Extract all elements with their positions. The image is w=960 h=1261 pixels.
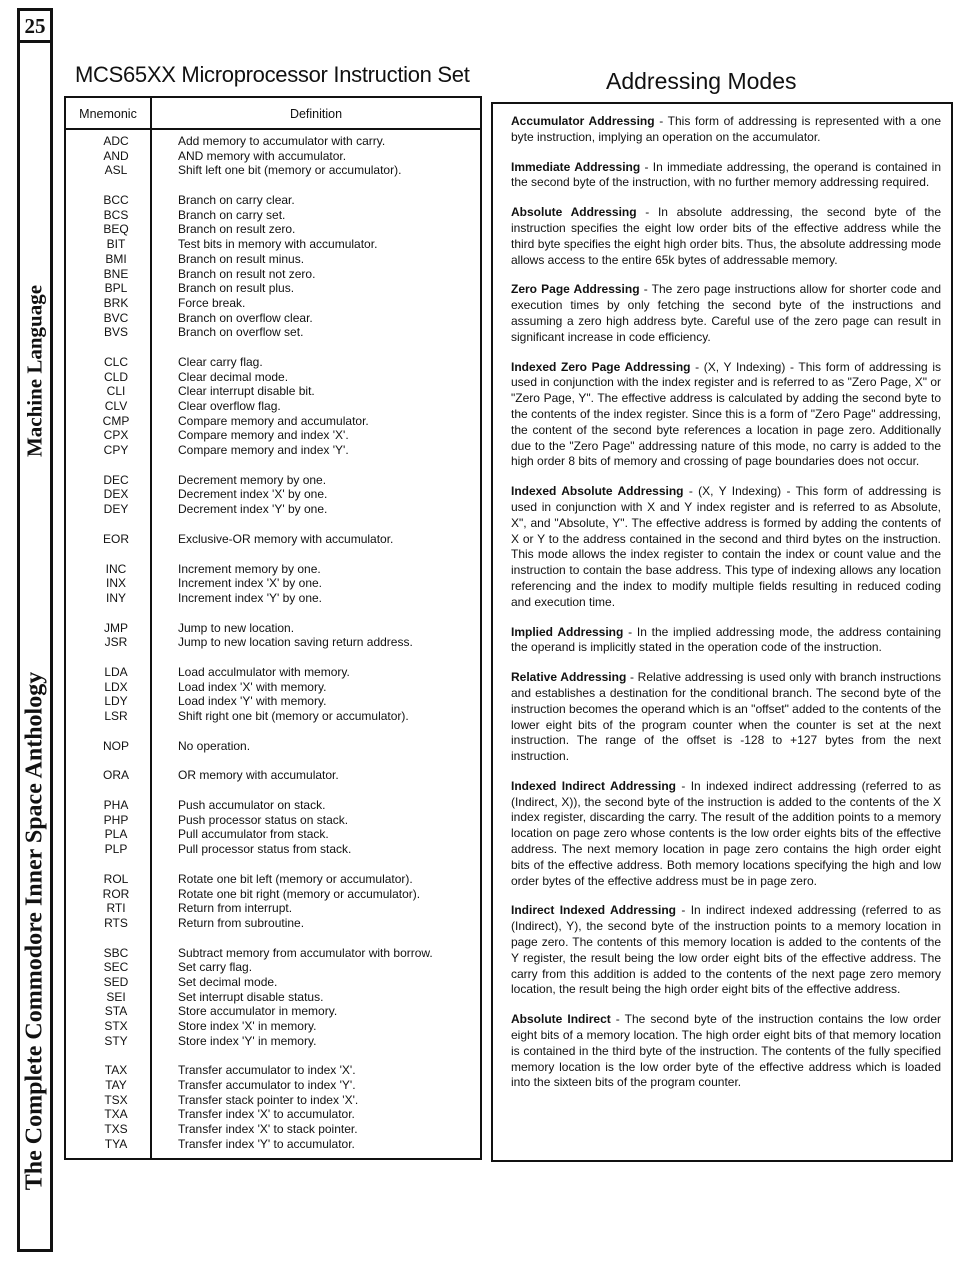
table-row [66, 562, 480, 577]
table-row [66, 296, 480, 311]
definition-cell: Clear carry flag. [178, 354, 263, 369]
table-row [66, 311, 480, 326]
definition-cell: Set decimal mode. [178, 974, 278, 989]
mnemonic-cell: PLP [104, 842, 128, 857]
instruction-group [66, 1063, 480, 1151]
definition-cell: Branch on carry set. [178, 207, 286, 222]
table-row [66, 975, 480, 990]
addressing-mode-description: - In absolute addressing, the second byte of the instruction specifies the eight low order bits of the effective address while the third byte specifies the eight high order bits. Thus, the absolute addressing mode allows access to the entire 65k bytes of addressable memory. [511, 205, 941, 267]
table-row [66, 1019, 480, 1034]
definition-cell: Load index 'Y' with memory. [178, 694, 327, 709]
mnemonic-cell: INC [105, 561, 127, 576]
addressing-mode-paragraph [511, 360, 941, 471]
definition-cell: Transfer accumulator to index 'X'. [178, 1063, 356, 1078]
table-row [66, 163, 480, 178]
definition-cell: Increment memory by one. [178, 561, 321, 576]
mnemonic-cell: PHA [103, 798, 129, 813]
addressing-mode-name: Absolute Indirect [511, 1012, 611, 1027]
table-row [66, 487, 480, 502]
table-row [66, 1137, 480, 1152]
table-row [66, 960, 480, 975]
definition-cell: Test bits in memory with accumulator. [178, 237, 378, 252]
definition-cell: Store accumulator in memory. [178, 1004, 338, 1019]
mnemonic-cell: BIT [106, 237, 126, 252]
definition-cell: Branch on result plus. [178, 281, 295, 296]
addressing-mode-name: Indexed Indirect Addressing [511, 778, 676, 793]
mnemonic-cell: SEC [103, 960, 129, 975]
addressing-modes-title: Addressing Modes [606, 68, 797, 94]
table-row [66, 901, 480, 916]
addressing-mode-name: Absolute Addressing [511, 205, 637, 220]
definition-cell: Return from interrupt. [178, 901, 293, 916]
definition-cell: Decrement index 'X' by one. [178, 487, 328, 502]
mnemonic-cell: ROL [103, 871, 129, 886]
addressing-mode-description: - (X, Y Indexing) - This form of addressing is used in conjunction with the index register and is referred to as "Zero Page, X" or "Zero Page, Y". The effective address is calculated by adding the second byte to the contents of the index register. Since this is a form of "Zero Page" addressing, the content of the second byte references a location in page zero. Additionally due to the "Zero Page" addressing nature of this mode, no carry is added to the high order 8 bits of memory and crossing of page boundaries does not occur. [511, 359, 941, 469]
table-row [66, 281, 480, 296]
definition-cell: Increment index 'X' by one. [178, 576, 322, 591]
definition-cell: Compare memory and index 'X'. [178, 428, 349, 443]
addressing-mode-name: Indexed Zero Page Addressing [511, 359, 691, 374]
mnemonic-cell: INY [105, 590, 126, 605]
addressing-mode-paragraph [511, 160, 941, 192]
addressing-mode-description: - This form of addressing is represented with a one byte instruction, implying an operation on the accumulator. [511, 114, 942, 144]
addressing-modes-box [491, 102, 953, 1162]
table-header [66, 98, 480, 130]
table-row [66, 916, 480, 931]
definition-cell: Branch on result zero. [178, 222, 296, 237]
definition-cell: Decrement memory by one. [178, 472, 327, 487]
definition-cell: Push processor status on stack. [178, 812, 349, 827]
mnemonic-cell: SBC [103, 945, 129, 960]
mnemonic-cell: BCC [103, 193, 129, 208]
table-row [66, 798, 480, 813]
addressing-mode-name: Zero Page Addressing [511, 282, 640, 297]
definition-cell: Rotate one bit right (memory or accumulator). [178, 886, 421, 901]
instruction-group [66, 193, 480, 340]
addressing-mode-paragraph [511, 282, 941, 345]
table-row [66, 591, 480, 606]
mnemonic-cell: CPX [103, 428, 129, 443]
addressing-mode-description: - In indexed indirect addressing (referred to as (Indirect, X)), the second byte of the instruction is added to the contents of the X index register, discarding the carry. The result of the addition points to a memory location on page zero whose contents is the low order eights bits of the effective address. The next memory location in page zero contains the high order eight bits of the effective address. Both memory locations specifying the high and low order bytes of the effective address must be in page zero. [511, 778, 942, 888]
addressing-mode-paragraph [511, 625, 941, 657]
addressing-mode-description: - In indirect indexed addressing (referred to as (Indirect), Y), the second byte of the instruction points to a memory location in page zero. The contents of this memory location is added to the contents of the Y register, the result being the low order eight bits of the effective address. The carry from this addition is added to the contents of the next page zero memory location, the result being the high order eight bits of the effective address. [511, 903, 942, 997]
table-row [66, 1078, 480, 1093]
table-row [66, 1093, 480, 1108]
addressing-mode-paragraph [511, 670, 941, 765]
definition-cell: Load acculmulator with memory. [178, 664, 350, 679]
mnemonic-cell: CLD [103, 369, 128, 384]
addressing-mode-name: Accumulator Addressing [511, 114, 655, 128]
definition-cell: Clear decimal mode. [178, 369, 289, 384]
mnemonic-cell: NOP [102, 738, 129, 753]
definition-cell: Store index 'Y' in memory. [178, 1033, 317, 1048]
mnemonic-cell: TAY [105, 1078, 127, 1093]
definition-cell: Force break. [178, 295, 246, 310]
mnemonic-cell: JMP [104, 620, 128, 635]
sidebar [17, 8, 53, 1252]
mnemonic-cell: STX [104, 1019, 128, 1033]
definition-cell: Rotate one bit left (memory or accumulator). [178, 871, 413, 886]
table-row [66, 813, 480, 828]
addressing-mode-description: - The zero page instructions allow for shorter code and execution times by only fetching the second byte of the instructions and assuming a zero high address byte. Careful use of the zero page can result in significant increase in code efficiency. [511, 282, 941, 344]
definition-cell: Store index 'X' in memory. [178, 1019, 317, 1033]
table-row [66, 428, 480, 443]
table-row [66, 399, 480, 414]
definition-cell: Decrement index 'Y' by one. [178, 502, 328, 517]
mnemonic-cell: DEC [103, 472, 129, 487]
table-row [66, 414, 480, 429]
definition-cell: Transfer index 'Y' to accumulator. [178, 1136, 355, 1151]
table-row [66, 473, 480, 488]
mnemonic-cell: ASL [104, 163, 128, 178]
table-row [66, 694, 480, 709]
table-row [66, 222, 480, 237]
table-row [66, 635, 480, 650]
definition-header: Definition [289, 107, 343, 121]
table-row [66, 193, 480, 208]
definition-cell: Transfer stack pointer to index 'X'. [178, 1092, 359, 1107]
page-number: 25 [20, 11, 50, 43]
mnemonic-cell: RTI [106, 901, 126, 916]
table-row [66, 1034, 480, 1049]
table-row [66, 946, 480, 961]
instruction-table [64, 96, 482, 1160]
table-row [66, 665, 480, 680]
mnemonic-cell: ADC [103, 134, 129, 148]
mnemonic-cell: STY [104, 1033, 128, 1048]
addressing-mode-name: Implied Addressing [511, 624, 624, 639]
table-row [66, 842, 480, 857]
definition-cell: Branch on carry clear. [178, 193, 295, 208]
table-row [66, 1004, 480, 1019]
definition-cell: Transfer index 'X' to accumulator. [178, 1107, 355, 1122]
instruction-group [66, 768, 480, 783]
table-row [66, 502, 480, 517]
mnemonic-cell: CLV [104, 399, 128, 413]
table-row [66, 208, 480, 223]
mnemonic-cell: INX [105, 576, 126, 591]
addressing-mode-description: - (X, Y Indexing) - This form of addressing is used in conjunction with X and Y index register and is referred to as Absolute, X", and "Absolute, Y". The effective address is formed by adding the contents of X or Y to the address contained in the second and third bytes on the instruction. This mode allows the index register to contain the index or count value and the instruction to contain the base address. This type of indexing allows any location referencing and the index to modify multiple fields resulting in reduced coding and execution time. [511, 484, 941, 609]
addressing-mode-name: Indexed Absolute Addressing [511, 484, 684, 499]
addressing-mode-paragraph [511, 903, 941, 998]
definition-cell: Shift right one bit (memory or accumulator). [178, 709, 409, 723]
mnemonic-cell: JSR [104, 635, 128, 650]
definition-cell: Return from subroutine. [178, 915, 305, 930]
instruction-group [66, 562, 480, 606]
mnemonic-cell: TXS [104, 1122, 128, 1137]
table-row [66, 1122, 480, 1137]
table-row [66, 739, 480, 754]
definition-cell: Transfer index 'X' to stack pointer. [178, 1122, 358, 1137]
table-row [66, 384, 480, 399]
mnemonic-cell: BMI [105, 251, 127, 266]
table-row [66, 149, 480, 164]
table-row [66, 872, 480, 887]
definition-cell: Branch on result minus. [178, 251, 305, 266]
table-row [66, 267, 480, 282]
definition-cell: Jump to new location saving return address. [178, 635, 413, 650]
definition-cell: Load index 'X' with memory. [178, 679, 327, 694]
definition-cell: Exclusive-OR memory with accumulator. [178, 531, 394, 546]
mnemonic-header: Mnemonic [79, 107, 137, 121]
mnemonic-cell: ORA [102, 768, 129, 783]
mnemonic-cell: TYA [104, 1136, 128, 1151]
mnemonic-cell: BPL [104, 281, 128, 296]
mnemonic-cell: ROR [102, 886, 130, 901]
definition-cell: Shift left one bit (memory or accumulator). [178, 163, 402, 178]
mnemonic-cell: DEY [103, 502, 129, 517]
definition-cell: Add memory to accumulator with carry. [178, 134, 386, 148]
mnemonic-cell: TXA [104, 1107, 128, 1122]
mnemonic-cell: PLA [104, 827, 128, 842]
addressing-mode-name: Indirect Indexed Addressing [511, 903, 676, 918]
addressing-mode-paragraph [511, 779, 941, 890]
mnemonic-cell: LDX [104, 679, 128, 694]
mnemonic-cell: CMP [102, 413, 130, 428]
instruction-group [66, 621, 480, 650]
table-row [66, 370, 480, 385]
mnemonic-cell: AND [103, 148, 129, 163]
addressing-mode-name: Relative Addressing [511, 670, 627, 685]
table-row [66, 990, 480, 1005]
mnemonic-cell: SEI [106, 989, 126, 1004]
mnemonic-cell: RTS [104, 915, 128, 930]
definition-cell: Branch on result not zero. [178, 266, 316, 281]
table-row [66, 1107, 480, 1122]
mnemonic-cell: CPY [103, 443, 129, 458]
addressing-mode-description: - In immediate addressing, the operand is contained in the second byte of the instruction, with no further memory addressing required. [511, 159, 941, 190]
instruction-group [66, 134, 480, 178]
instruction-group [66, 665, 480, 724]
table-row [66, 443, 480, 458]
addressing-mode-paragraph [511, 205, 941, 268]
mnemonic-cell: SED [103, 974, 129, 989]
table-row [66, 252, 480, 267]
addressing-mode-paragraph [511, 484, 941, 610]
mnemonic-cell: LSR [104, 709, 128, 723]
definition-cell: Increment index 'Y' by one. [178, 590, 322, 605]
table-row [66, 768, 480, 783]
table-row [66, 576, 480, 591]
table-row [66, 355, 480, 370]
instruction-rows [66, 134, 480, 1167]
definition-cell: Pull accumulator from stack. [178, 827, 329, 842]
mnemonic-cell: PHP [103, 812, 129, 827]
instruction-set-title: MCS65XX Microprocessor Instruction Set [75, 62, 470, 87]
table-row [66, 827, 480, 842]
definition-cell: Set carry flag. [178, 960, 253, 975]
definition-cell: Branch on overflow set. [178, 325, 304, 340]
table-row [66, 680, 480, 695]
instruction-group [66, 739, 480, 754]
book-title: The Complete Commodore Inner Space Anthology [21, 671, 48, 1191]
definition-cell: Clear interrupt disable bit. [178, 384, 315, 399]
definition-cell: Set interrupt disable status. [178, 989, 324, 1004]
definition-cell: Subtract memory from accumulator with borrow. [178, 945, 433, 960]
addressing-mode-paragraph [511, 114, 941, 146]
definition-cell: Pull processor status from stack. [178, 842, 352, 857]
mnemonic-cell: BVC [103, 310, 129, 325]
table-row [66, 532, 480, 547]
table-row [66, 134, 480, 149]
table-row [66, 709, 480, 724]
mnemonic-cell: EOR [102, 531, 129, 546]
mnemonic-cell: CLC [103, 354, 128, 369]
mnemonic-cell: LDA [104, 664, 128, 679]
instruction-group [66, 532, 480, 547]
mnemonic-cell: DEX [103, 487, 129, 502]
mnemonic-cell: CLI [106, 384, 126, 399]
addressing-mode-name: Immediate Addressing [511, 159, 641, 174]
definition-cell: Branch on overflow clear. [178, 310, 313, 325]
addressing-mode-description: - In the implied addressing mode, the address containing the operand is implicitly stated in the operation code of the instruction. [511, 624, 942, 655]
mnemonic-cell: BRK [103, 295, 129, 310]
addressing-mode-description: - The second byte of the instruction contains the low order eight bits of a memory location. The high order eight bits of that memory location is contained in the third byte of the instruction. The contents of the fully specified memory location is the low order byte of the effective address which is loaded into the sixteen bits of the program counter. [511, 1012, 941, 1090]
definition-cell: Clear overflow flag. [178, 399, 281, 413]
mnemonic-cell: BNE [103, 266, 129, 281]
definition-cell: Push accumulator on stack. [178, 798, 326, 813]
definition-cell: AND memory with accumulator. [178, 148, 347, 163]
section-title: Machine Language [22, 284, 47, 458]
mnemonic-cell: TAX [104, 1063, 128, 1078]
table-row [66, 621, 480, 636]
instruction-group [66, 473, 480, 517]
definition-cell: Compare memory and index 'Y'. [178, 443, 349, 458]
addressing-mode-paragraph [511, 1012, 941, 1091]
table-row [66, 237, 480, 252]
addressing-mode-description: - Relative addressing is used only with branch instructions and establishes a destination for the conditional branch. The second byte of the instruction becomes the operand which is an "offset" added to the contents of the lower eight bits of the program counter when the counter is set at the next instruction. The range of the offset is -128 to +127 bytes from the next instruction. [511, 670, 942, 764]
mnemonic-cell: LDY [104, 694, 128, 709]
mnemonic-cell: BEQ [103, 222, 129, 237]
mnemonic-cell: BVS [103, 325, 128, 340]
instruction-group [66, 355, 480, 458]
definition-cell: Compare memory and accumulator. [178, 413, 369, 428]
definition-cell: Transfer accumulator to index 'Y'. [178, 1078, 356, 1093]
table-row [66, 1063, 480, 1078]
mnemonic-cell: BCS [103, 207, 129, 222]
definition-cell: No operation. [178, 738, 251, 753]
instruction-group [66, 946, 480, 1049]
mnemonic-cell: TSX [104, 1092, 128, 1107]
instruction-group [66, 798, 480, 857]
mnemonic-cell: STA [104, 1004, 128, 1019]
table-row [66, 887, 480, 902]
instruction-group [66, 872, 480, 931]
table-row [66, 325, 480, 340]
definition-cell: OR memory with accumulator. [178, 768, 339, 783]
definition-cell: Jump to new location. [178, 620, 295, 635]
